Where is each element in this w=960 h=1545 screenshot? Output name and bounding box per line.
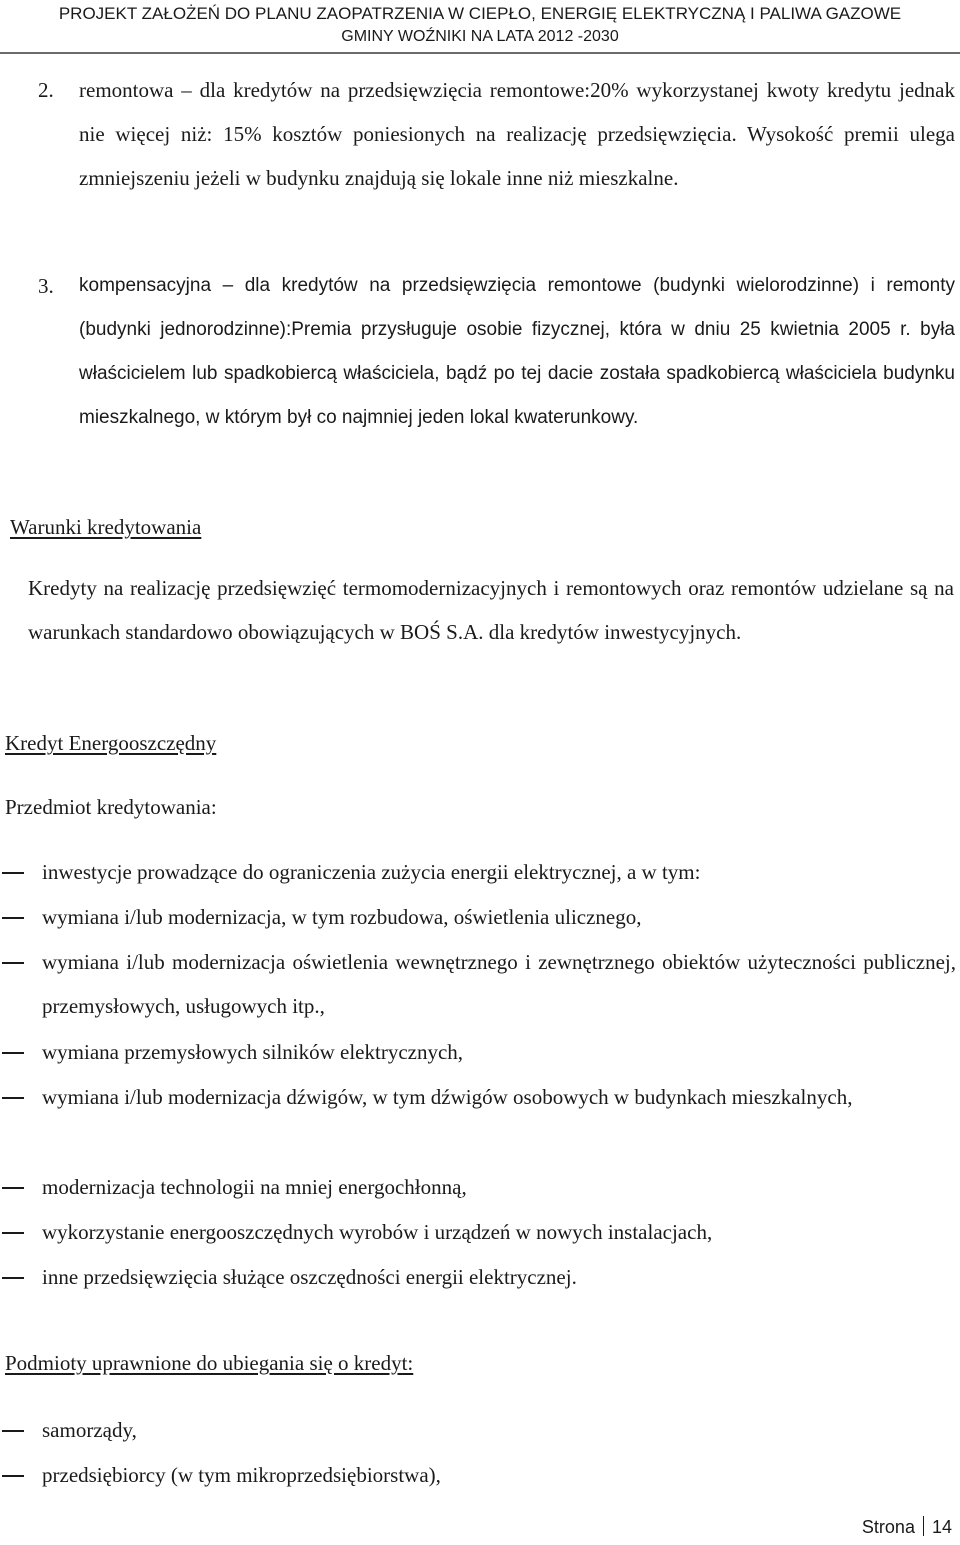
bullet-item: wymiana i/lub modernizacja oświetlenia wewnętrznego i zewnętrznego obiektów użyteczności publicznej, przemysłowych, usługowych itp., bbox=[42, 950, 956, 1018]
dash-bullet-icon bbox=[2, 1475, 24, 1477]
bullet-item: wykorzystanie energooszczędnych wyrobów i urządzeń w nowych instalacjach, bbox=[42, 1220, 713, 1244]
bullet-item: samorządy, bbox=[42, 1418, 137, 1442]
dash-bullet-icon bbox=[2, 1187, 24, 1189]
dash-bullet-icon bbox=[2, 872, 24, 874]
section-subheading: Przedmiot kredytowania: bbox=[5, 795, 217, 819]
bullet-item: wymiana przemysłowych silników elektrycznych, bbox=[42, 1040, 464, 1064]
dash-bullet-icon bbox=[2, 1097, 24, 1099]
dash-bullet-icon bbox=[2, 1277, 24, 1279]
bullet-item: modernizacja technologii na mniej energochłonną, bbox=[42, 1175, 467, 1199]
section-heading: Podmioty uprawnione do ubiegania się o kredyt: bbox=[5, 1351, 414, 1375]
list-item-text: remontowa – dla kredytów na przedsięwzięcia remontowe:20% wykorzystanej kwoty kredytu jednak nie więcej niż: 15% kosztów poniesionych na realizację przedsięwzięcia. Wysokość premii ulega zmniejszeniu jeżeli w budynku znajdują się lokale inne niż mieszkalne. bbox=[79, 78, 955, 190]
bullet-item: inwestycje prowadzące do ograniczenia zużycia energii elektrycznej, a w tym: bbox=[42, 860, 701, 884]
dash-bullet-icon bbox=[2, 1052, 24, 1054]
bullet-item: inne przedsięwzięcia służące oszczędności energii elektrycznej. bbox=[42, 1265, 577, 1289]
list-item-number: 2. bbox=[38, 78, 54, 102]
bullet-item: przedsiębiorcy (w tym mikroprzedsiębiorstwa), bbox=[42, 1463, 441, 1487]
dash-bullet-icon bbox=[2, 962, 24, 964]
page-header bbox=[0, 0, 960, 52]
page-label: Strona bbox=[861, 1517, 915, 1537]
bullet-item: wymiana i/lub modernizacja, w tym rozbudowa, oświetlenia ulicznego, bbox=[42, 905, 642, 929]
dash-bullet-icon bbox=[2, 1232, 24, 1234]
list-item-number: 3. bbox=[38, 274, 54, 298]
page-footer bbox=[862, 1516, 952, 1538]
header-divider bbox=[0, 52, 960, 54]
dash-bullet-icon bbox=[2, 917, 24, 919]
section-body: Kredyty na realizację przedsięwzięć termomodernizacyjnych i remontowych oraz remontów udzielane są na warunkach standardowo obowiązujących w BOŚ S.A. dla kredytów inwestycyjnych. bbox=[28, 576, 954, 644]
header-title: PROJEKT ZAŁOŻEŃ DO PLANU ZAOPATRZENIA W CIEPŁO, ENERGIĘ ELEKTRYCZNĄ I PALIWA GAZOWE bbox=[58, 4, 902, 23]
section-heading: Kredyt Energooszczędny bbox=[5, 731, 217, 755]
list-item-text: kompensacyjna – dla kredytów na przedsięwzięcia remontowe (budynki wielorodzinne) i remonty (budynki jednorodzinne):Premia przysługuje osobie fizycznej, która w dniu 25 kwietnia 2005 r. była właścicielem lub spadkobiercą właściciela, bądź po tej dacie została spadkobiercą właściciela budynku mieszkalnego, w którym był co najmniej jeden lokal kwaterunkowy. bbox=[79, 275, 955, 428]
dash-bullet-icon bbox=[2, 1430, 24, 1432]
section-heading: Warunki kredytowania bbox=[10, 515, 202, 539]
footer-separator bbox=[923, 1516, 924, 1536]
page-number: 14 bbox=[931, 1517, 952, 1537]
bullet-item: wymiana i/lub modernizacja dźwigów, w tym dźwigów osobowych w budynkach mieszkalnych, bbox=[42, 1085, 853, 1109]
header-subtitle: GMINY WOŹNIKI NA LATA 2012 -2030 bbox=[341, 28, 619, 45]
